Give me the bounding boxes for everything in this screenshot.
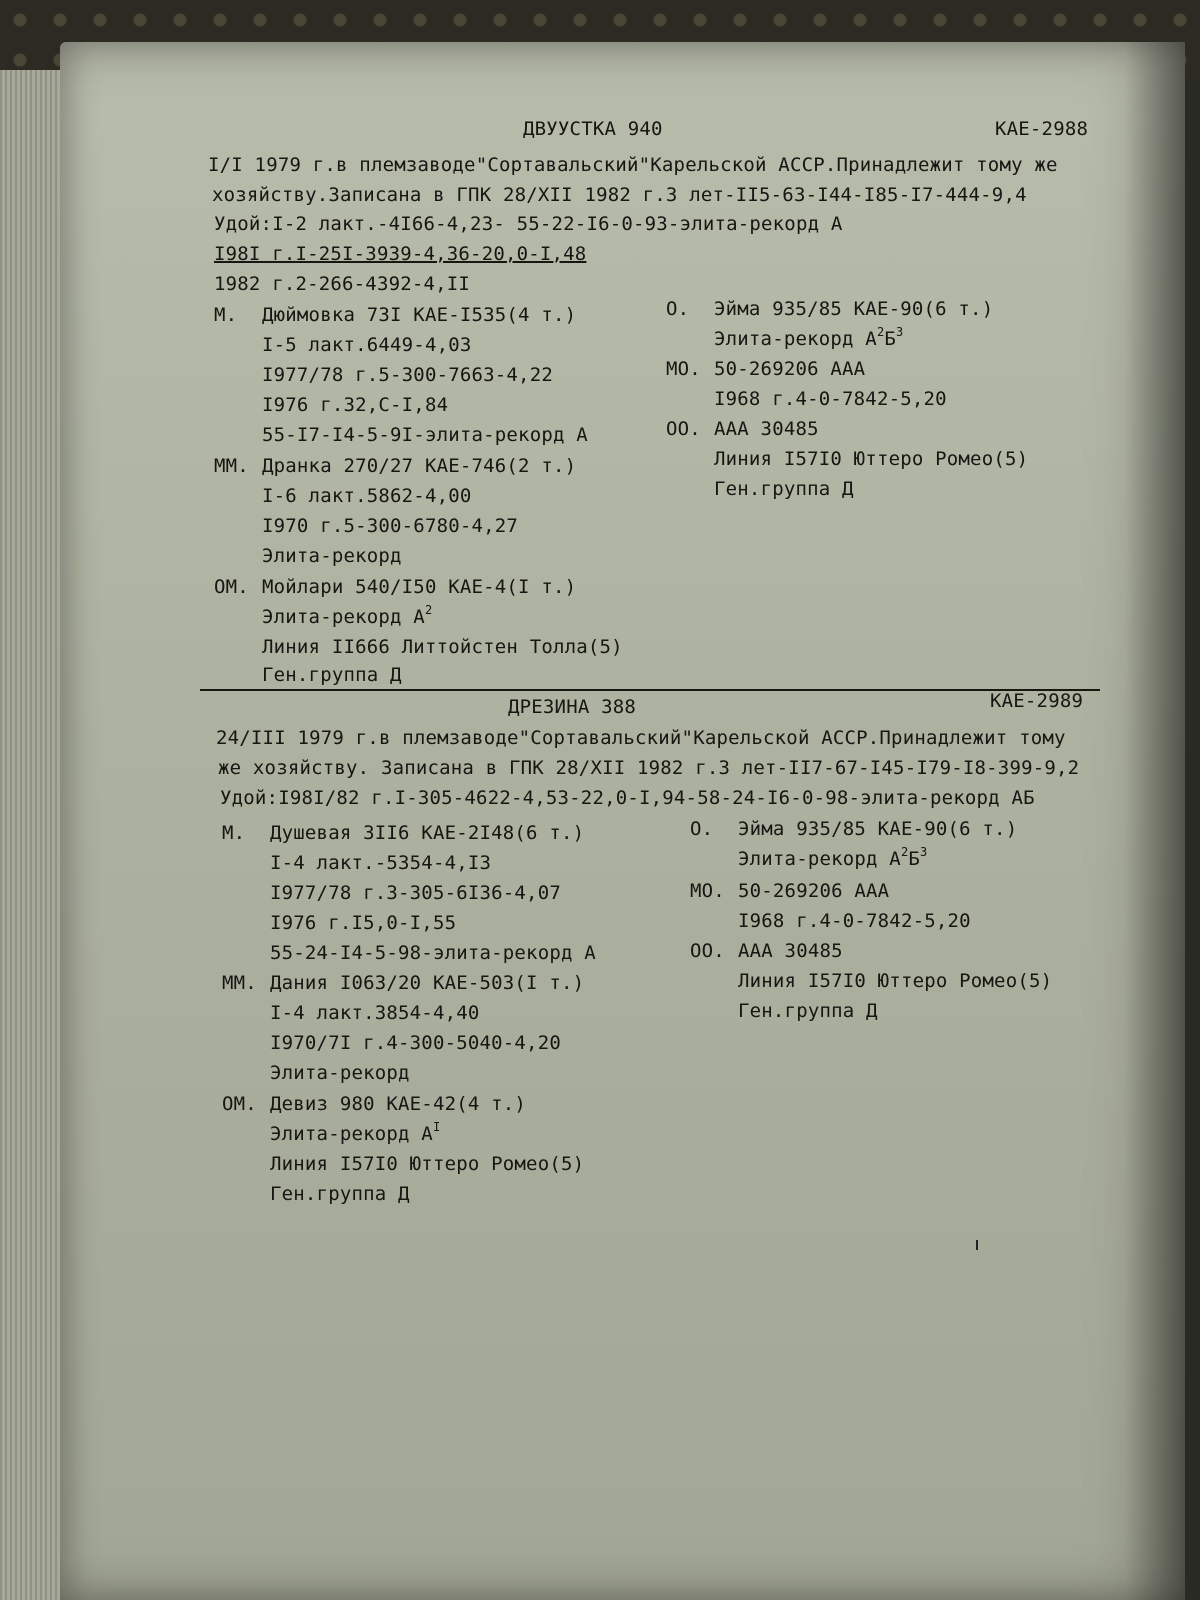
grandmother-name: Дания I063/20 КАЕ-503(I т.) [270, 972, 585, 994]
mother-name: Душевая 3II6 КАЕ-2I48(6 т.) [270, 822, 585, 844]
pen-mark [976, 1240, 978, 1250]
entry-title: ДВУУСТКА 940 [523, 118, 663, 140]
mother-detail: I976 г.32,С-I,84 [262, 394, 449, 416]
yield-line: Удой:I98I/82 г.I-305-4622-4,53-22,0-I,94-58-24-I6-0-98-элита-рекорд АБ [220, 787, 1035, 809]
grandmother-detail: I970/7I г.4-300-5040-4,20 [270, 1032, 561, 1054]
entry-code: КАЕ-2989 [990, 690, 1084, 712]
mothers-sire-detail: Элита-рекорд $А^I$ [270, 1120, 441, 1145]
mothers-sire-label: ОМ. [214, 576, 249, 598]
sires-sire-id: ААА 30485 [714, 418, 819, 440]
mother-label: М. [222, 822, 246, 844]
sires-sire-group: Ген.группа Д [738, 1000, 878, 1022]
sires-sire-line: Линия I57I0 Юттеро Ромео(5) [738, 970, 1053, 992]
mother-detail: 55-I7-I4-5-9I-элита-рекорд А [262, 424, 588, 446]
grandmother-detail: I-4 лакт.3854-4,40 [270, 1002, 480, 1024]
entry-text-line: хозяйству.Записана в ГПК 28/XII 1982 г.3 лет-II5-63-I44-I85-I7-444-9,4 [212, 184, 1027, 206]
grandmother-name: Дранка 270/27 КАЕ-746(2 т.) [262, 455, 577, 477]
grandmother-detail: Элита-рекорд [262, 545, 402, 567]
entry-text-line: 24/III 1979 г.в племзаводе"Сортавальский"Карельской АССР.Принадлежит тому [216, 727, 1066, 749]
sire-detail: Элита-рекорд $А^2Б^3$ [714, 325, 904, 350]
mothers-sire-name: Мойлари 540/I50 КАЕ-4(I т.) [262, 576, 577, 598]
mother-name: Дюймовка 73I КАЕ-I535(4 т.) [262, 304, 577, 326]
sires-mother-detail: I968 г.4-0-7842-5,20 [714, 388, 947, 410]
yield-line-underlined: I98I г.I-25I-3939-4,36-20,0-I,48 [214, 243, 587, 265]
yield-line: Удой:I-2 лакт.-4I66-4,23- 55-22-I6-0-93-элита-рекорд А [214, 213, 843, 235]
sires-mother-id: 50-269206 ААА [738, 880, 890, 902]
grandmother-detail: I970 г.5-300-6780-4,27 [262, 515, 519, 537]
sire-name: Эйма 935/85 КАЕ-90(6 т.) [738, 818, 1018, 840]
entry-text-line: же хозяйству. Записана в ГПК 28/XII 1982 г.3 лет-II7-67-I45-I79-I8-399-9,2 [218, 757, 1080, 779]
mother-detail: I977/78 г.5-300-7663-4,22 [262, 364, 553, 386]
entry-text-line: I/I 1979 г.в племзаводе"Сортавальский"Карельской АССР.Принадлежит тому же [208, 154, 1058, 176]
entry-title: ДРЕЗИНА 388 [508, 696, 637, 718]
sire-detail: Элита-рекорд $А^2Б^3$ [738, 845, 928, 870]
sires-mother-detail: I968 г.4-0-7842-5,20 [738, 910, 971, 932]
sires-mother-label: МО. [666, 358, 701, 380]
sires-sire-group: Ген.группа Д [714, 478, 854, 500]
entry-divider [200, 689, 1100, 691]
sires-mother-label: МО. [690, 880, 725, 902]
sires-sire-id: ААА 30485 [738, 940, 843, 962]
mothers-sire-detail: Элита-рекорд $А^2$ [262, 603, 433, 628]
mother-detail: I-4 лакт.-5354-4,I3 [270, 852, 492, 874]
mother-detail: I-5 лакт.6449-4,03 [262, 334, 472, 356]
grandmother-label: ММ. [214, 455, 249, 477]
grandmother-label: ММ. [222, 972, 257, 994]
sire-label: О. [690, 818, 714, 840]
mothers-sire-label: ОМ. [222, 1093, 257, 1115]
mother-detail: I976 г.I5,0-I,55 [270, 912, 457, 934]
mother-detail: 55-24-I4-5-98-элита-рекорд А [270, 942, 596, 964]
sires-mother-id: 50-269206 ААА [714, 358, 866, 380]
book-gutter-shadow [1125, 42, 1185, 1600]
sire-name: Эйма 935/85 КАЕ-90(6 т.) [714, 298, 994, 320]
sires-sire-line: Линия I57I0 Юттеро Ромео(5) [714, 448, 1029, 470]
mothers-sire-detail: Ген.группа Д [262, 664, 402, 686]
sires-sire-label: ОО. [666, 418, 701, 440]
mothers-sire-detail: Линия I57I0 Юттеро Ромео(5) [270, 1153, 585, 1175]
mothers-sire-name: Девиз 980 КАЕ-42(4 т.) [270, 1093, 527, 1115]
grandmother-detail: I-6 лакт.5862-4,00 [262, 485, 472, 507]
yield-line: 1982 г.2-266-4392-4,II [214, 273, 471, 295]
sire-label: О. [666, 298, 690, 320]
mothers-sire-detail: Линия II666 Литтойстен Толла(5) [262, 636, 623, 658]
entry-code: КАЕ-2988 [995, 118, 1089, 140]
mother-label: М. [214, 304, 238, 326]
mothers-sire-detail: Ген.группа Д [270, 1183, 410, 1205]
grandmother-detail: Элита-рекорд [270, 1062, 410, 1084]
mother-detail: I977/78 г.3-305-6I36-4,07 [270, 882, 561, 904]
sires-sire-label: ОО. [690, 940, 725, 962]
